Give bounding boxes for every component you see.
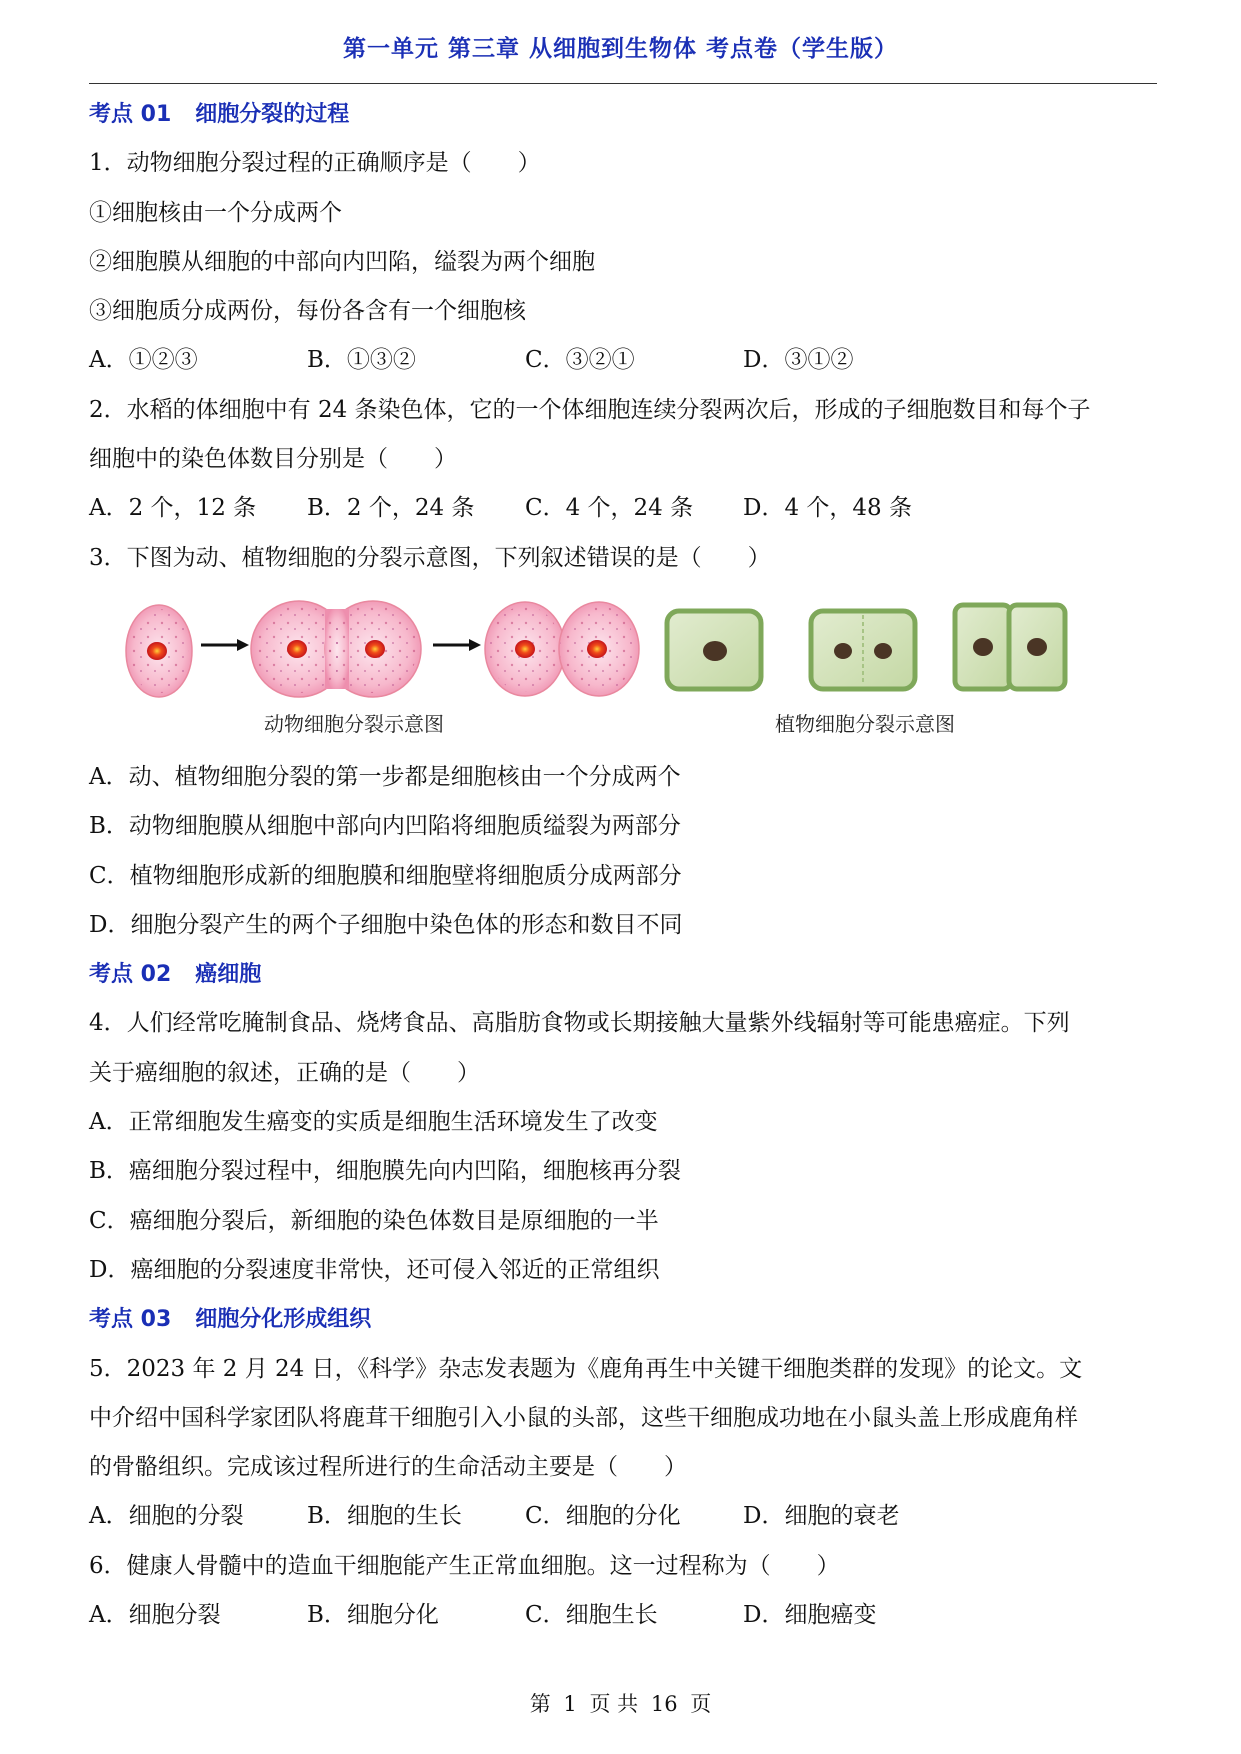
question-3-option-a: A．动、植物细胞分裂的第一步都是细胞核由一个分成两个 [89, 763, 681, 790]
section-title: 癌细胞 [195, 962, 262, 988]
plant-cell-stage-2 [811, 611, 915, 689]
question-2-options [89, 484, 1157, 533]
cell-division-figure [89, 591, 1157, 741]
question-5-stem-line: 中介绍中国科学家团队将鹿茸干细胞引入小鼠的头部，这些干细胞成功地在小鼠头盖上形成鹿角样 [89, 1404, 1078, 1431]
section-number: 考点 02 [89, 962, 172, 988]
option-a: A．细胞分裂 [89, 1602, 221, 1629]
question-5-stem-line: 的骨骼组织。完成该过程所进行的生命活动主要是（ ） [89, 1454, 687, 1481]
question-3-option-d: D．细胞分裂产生的两个子细胞中染色体的形态和数目不同 [89, 911, 683, 938]
option-b: B．①③② [307, 347, 416, 374]
arrow-icon [201, 639, 249, 651]
question-4-stem-line: 4．人们经常吃腌制食品、烧烤食品、高脂肪食物或长期接触大量紫外线辐射等可能患癌症。下列 [89, 1010, 1070, 1037]
option-a: A．细胞的分裂 [89, 1503, 244, 1530]
section-title: 细胞分化形成组织 [195, 1307, 372, 1333]
footer-suffix: 页 [690, 1692, 712, 1716]
question-2-stem-line: 细胞中的染色体数目分别是（ ） [89, 446, 457, 473]
section-heading-02 [89, 950, 1157, 999]
option-a: A．2 个，12 条 [89, 495, 257, 522]
option-d: D．③①② [743, 347, 854, 374]
question-1-item: ③细胞质分成两份，每份各含有一个细胞核 [89, 298, 526, 325]
question-4-stem-line: 关于癌细胞的叙述，正确的是（ ） [89, 1059, 480, 1086]
question-1-item: ②细胞膜从细胞的中部向内凹陷，缢裂为两个细胞 [89, 248, 595, 275]
animal-figure-caption: 动物细胞分裂示意图 [264, 711, 444, 736]
question-5-options [89, 1492, 1157, 1541]
plant-cell-stage-1 [667, 611, 761, 689]
option-c: C．细胞的分化 [525, 1503, 681, 1530]
option-b: B．2 个，24 条 [307, 495, 475, 522]
question-5-stem-line: 5．2023 年 2 月 24 日，《科学》杂志发表题为《鹿角再生中关键干细胞类群的发现》的论文。文 [89, 1355, 1083, 1382]
animal-cell-stage-2 [251, 601, 421, 697]
question-3-option-c: C．植物细胞形成新的细胞膜和细胞壁将细胞质分成两部分 [89, 862, 682, 889]
document-body [89, 90, 1157, 1640]
animal-cell-stage-3 [485, 602, 639, 696]
plant-figure-caption: 植物细胞分裂示意图 [775, 711, 955, 736]
option-d: D．细胞的衰老 [743, 1503, 900, 1530]
question-1-options [89, 336, 1157, 385]
section-heading-01 [89, 90, 1157, 139]
question-4-option-a: A．正常细胞发生癌变的实质是细胞生活环境发生了改变 [89, 1109, 658, 1136]
footer-total-pages: 16 [650, 1692, 678, 1716]
section-number: 考点 01 [89, 102, 172, 127]
question-6-stem: 6．健康人骨髓中的造血干细胞能产生正常血细胞。这一过程称为（ ） [89, 1552, 840, 1579]
option-b: B．细胞的生长 [307, 1503, 462, 1530]
question-4-option-c: C．癌细胞分裂后，新细胞的染色体数目是原细胞的一半 [89, 1207, 659, 1234]
section-heading-03 [89, 1295, 1157, 1344]
section-number: 考点 03 [89, 1307, 172, 1333]
arrow-icon [433, 639, 481, 651]
page-footer [0, 1688, 1241, 1718]
question-3-option-b: B．动物细胞膜从细胞中部向内凹陷将细胞质缢裂为两部分 [89, 813, 681, 840]
question-6-options [89, 1591, 1157, 1640]
option-d: D．4 个，48 条 [743, 495, 912, 522]
question-3-stem: 3．下图为动、植物细胞的分裂示意图，下列叙述错误的是（ ） [89, 544, 771, 571]
question-4-option-d: D．癌细胞的分裂速度非常快，还可侵入邻近的正常组织 [89, 1256, 660, 1283]
question-1-item: ①细胞核由一个分成两个 [89, 199, 342, 226]
footer-mid: 页 共 [589, 1692, 639, 1716]
question-2-stem-line: 2．水稻的体细胞中有 24 条染色体，它的一个体细胞连续分裂两次后，形成的子细胞数目和每个子 [89, 396, 1091, 423]
question-4-option-b: B．癌细胞分裂过程中，细胞膜先向内凹陷，细胞核再分裂 [89, 1158, 681, 1185]
option-c: C．细胞生长 [525, 1602, 658, 1629]
option-c: C．③②① [525, 347, 635, 374]
header-divider [89, 83, 1157, 84]
cell-division-illustration [89, 591, 1157, 741]
animal-cell-stage-1 [126, 605, 192, 697]
page-header-title: 第一单元 第三章 从细胞到生物体 考点卷（学生版） [342, 36, 899, 62]
option-b: B．细胞分化 [307, 1602, 439, 1629]
footer-prefix: 第 [529, 1692, 551, 1716]
footer-page-number: 1 [563, 1692, 577, 1716]
question-1-stem: 1．动物细胞分裂过程的正确顺序是（ ） [89, 150, 541, 177]
option-a: A．①②③ [89, 347, 198, 374]
option-c: C．4 个，24 条 [525, 495, 694, 522]
plant-cell-stage-3 [955, 605, 1065, 689]
section-title: 细胞分裂的过程 [195, 102, 350, 127]
option-d: D．细胞癌变 [743, 1602, 877, 1629]
